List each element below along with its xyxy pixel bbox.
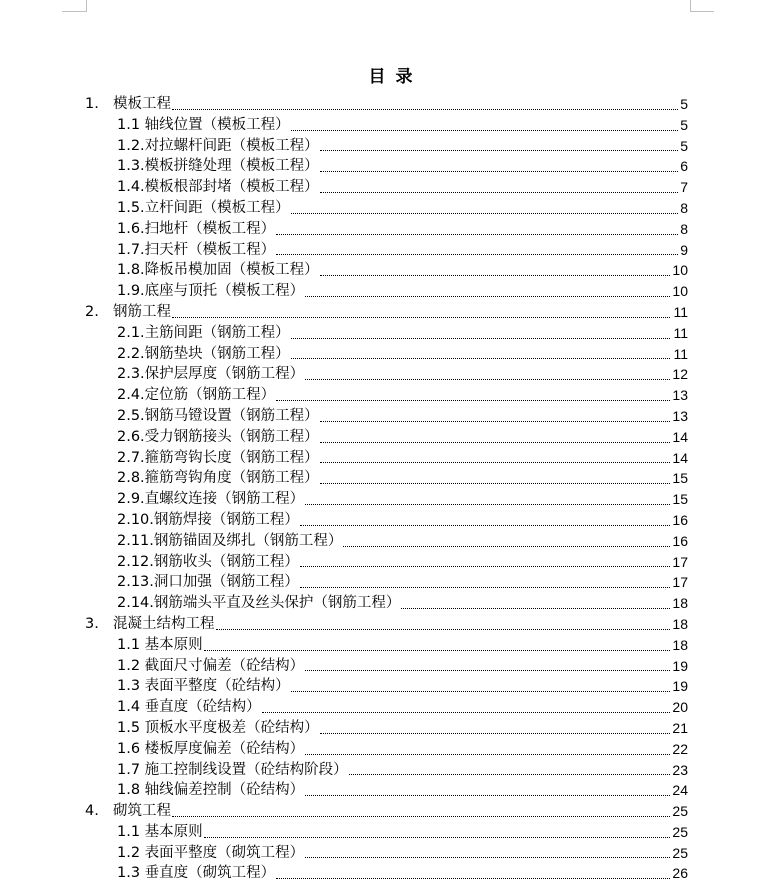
toc-section-entry[interactable] (0, 281, 783, 302)
dot-leader (305, 857, 688, 858)
toc-section-entry[interactable] (0, 260, 783, 281)
toc-section-entry[interactable] (0, 863, 783, 884)
toc-page-number: 25 (670, 843, 688, 864)
toc-page-number: 19 (670, 656, 688, 677)
toc-entry-title: 2.7.箍筋弯钩长度（钢筋工程） (117, 448, 319, 469)
toc-page-number: 14 (670, 448, 688, 469)
dot-leader (291, 213, 688, 214)
toc-section-entry[interactable] (0, 572, 783, 593)
toc-section-entry[interactable] (0, 468, 783, 489)
toc-section-entry[interactable] (0, 739, 783, 760)
toc-entry-title: 2.5.钢筋马镫设置（钢筋工程） (117, 406, 319, 427)
crop-mark-top-left-vertical (86, 0, 87, 11)
toc-entry-title: 1.2.对拉螺杆间距（模板工程） (117, 136, 319, 157)
toc-page-number: 17 (670, 552, 688, 573)
toc-section-entry[interactable] (0, 510, 783, 531)
toc-entry-title: 1.7 施工控制线设置（砼结构阶段） (117, 760, 348, 781)
dot-leader (172, 816, 688, 817)
toc-section-entry[interactable] (0, 552, 783, 573)
toc-page-number: 5 (678, 94, 688, 115)
table-of-contents (0, 94, 783, 884)
toc-page-number: 23 (670, 760, 688, 781)
toc-page-number: 13 (670, 385, 688, 406)
toc-page-number: 16 (670, 531, 688, 552)
toc-chapter-number: 2. (85, 302, 99, 323)
toc-entry-title: 模板工程 (113, 94, 171, 115)
toc-section-entry[interactable] (0, 760, 783, 781)
toc-chapter-entry[interactable] (0, 94, 783, 115)
toc-page-number: 11 (671, 323, 688, 344)
toc-page-number: 26 (670, 863, 688, 884)
toc-page-number: 8 (678, 198, 688, 219)
toc-page-number: 25 (670, 822, 688, 843)
toc-entry-title: 1.8.降板吊模加固（模板工程） (117, 260, 319, 281)
toc-section-entry[interactable] (0, 448, 783, 469)
toc-page-number: 22 (670, 739, 688, 760)
dot-leader (276, 400, 688, 401)
dot-leader (291, 691, 688, 692)
toc-section-entry[interactable] (0, 385, 783, 406)
toc-page-number: 19 (670, 676, 688, 697)
toc-section-entry[interactable] (0, 780, 783, 801)
toc-page-number: 20 (670, 697, 688, 718)
toc-page-number: 5 (678, 115, 688, 136)
toc-entry-title: 砌筑工程 (113, 801, 171, 822)
dot-leader (300, 587, 688, 588)
toc-entry-title: 1.5 顶板水平度极差（砼结构） (117, 718, 319, 739)
toc-entry-title: 2.12.钢筋收头（钢筋工程） (117, 552, 299, 573)
toc-section-entry[interactable] (0, 531, 783, 552)
toc-entry-title: 2.8.箍筋弯钩角度（钢筋工程） (117, 468, 319, 489)
toc-entry-title: 1.6 楼板厚度偏差（砼结构） (117, 739, 304, 760)
toc-entry-title: 1.3 垂直度（砌筑工程） (117, 863, 275, 884)
toc-entry-title: 钢筋工程 (113, 302, 171, 323)
toc-page-number: 12 (670, 364, 688, 385)
dot-leader (305, 795, 688, 796)
toc-section-entry[interactable] (0, 718, 783, 739)
toc-section-entry[interactable] (0, 697, 783, 718)
toc-entry-title: 1.4 垂直度（砼结构） (117, 697, 261, 718)
toc-entry-title: 1.3.模板拼缝处理（模板工程） (117, 156, 319, 177)
toc-entry-title: 1.3 表面平整度（砼结构） (117, 676, 290, 697)
toc-section-entry[interactable] (0, 843, 783, 864)
toc-entry-title: 2.13.洞口加强（钢筋工程） (117, 572, 299, 593)
toc-page-number: 21 (670, 718, 688, 739)
dot-leader (320, 442, 688, 443)
dot-leader (204, 837, 688, 838)
toc-section-entry[interactable] (0, 822, 783, 843)
dot-leader (291, 338, 688, 339)
toc-section-entry[interactable] (0, 656, 783, 677)
toc-chapter-number: 4. (85, 801, 99, 822)
toc-section-entry[interactable] (0, 635, 783, 656)
toc-section-entry[interactable] (0, 489, 783, 510)
toc-entry-title: 2.10.钢筋焊接（钢筋工程） (117, 510, 299, 531)
dot-leader (320, 150, 688, 151)
dot-leader (320, 421, 688, 422)
crop-mark-top-right-horizontal (690, 11, 714, 12)
dot-leader (320, 192, 688, 193)
toc-entry-title: 2.11.钢筋锚固及绑扎（钢筋工程） (117, 531, 342, 552)
toc-page-number: 7 (678, 177, 688, 198)
toc-entry-title: 2.1.主筋间距（钢筋工程） (117, 323, 290, 344)
dot-leader (320, 171, 688, 172)
dot-leader (401, 608, 688, 609)
dot-leader (305, 296, 688, 297)
crop-mark-top-left-horizontal (62, 11, 87, 12)
dot-leader (172, 109, 688, 110)
toc-entry-title: 1.7.扫天杆（模板工程） (117, 240, 275, 261)
toc-page-number: 11 (671, 344, 688, 365)
dot-leader (216, 629, 688, 630)
toc-entry-title: 1.9.底座与顶托（模板工程） (117, 281, 304, 302)
toc-entry-title: 1.4.模板根部封堵（模板工程） (117, 177, 319, 198)
toc-entry-title: 1.1 基本原则 (117, 635, 203, 656)
toc-section-entry[interactable] (0, 427, 783, 448)
toc-entry-title: 2.2.钢筋垫块（钢筋工程） (117, 344, 290, 365)
toc-entry-title: 1.1 轴线位置（模板工程） (117, 115, 290, 136)
toc-page-number: 17 (670, 572, 688, 593)
toc-section-entry[interactable] (0, 323, 783, 344)
dot-leader (300, 566, 688, 567)
toc-section-entry[interactable] (0, 240, 783, 261)
toc-entry-title: 2.3.保护层厚度（钢筋工程） (117, 364, 304, 385)
dot-leader (291, 358, 688, 359)
toc-entry-title: 2.14.钢筋端头平直及丝头保护（钢筋工程） (117, 593, 400, 614)
dot-leader (291, 130, 688, 131)
toc-entry-title: 2.6.受力钢筋接头（钢筋工程） (117, 427, 319, 448)
toc-page-number: 10 (670, 281, 688, 302)
toc-entry-title: 1.8 轴线偏差控制（砼结构） (117, 780, 304, 801)
dot-leader (305, 670, 688, 671)
toc-page-number: 18 (670, 635, 688, 656)
dot-leader (262, 712, 688, 713)
toc-page-number: 15 (670, 489, 688, 510)
toc-section-entry[interactable] (0, 156, 783, 177)
toc-heading: 目 录 (368, 67, 415, 87)
toc-page-number: 14 (670, 427, 688, 448)
dot-leader (305, 504, 688, 505)
toc-page-number: 9 (678, 240, 688, 261)
toc-section-entry[interactable] (0, 593, 783, 614)
dot-leader (300, 525, 688, 526)
dot-leader (172, 317, 688, 318)
toc-chapter-entry[interactable] (0, 614, 783, 635)
toc-page-number: 24 (670, 780, 688, 801)
toc-page-number: 11 (671, 302, 688, 323)
dot-leader (276, 254, 688, 255)
toc-page-number: 18 (670, 593, 688, 614)
toc-section-entry[interactable] (0, 219, 783, 240)
toc-page-number: 13 (670, 406, 688, 427)
dot-leader (343, 546, 688, 547)
toc-entry-title: 1.6.扫地杆（模板工程） (117, 219, 275, 240)
dot-leader (204, 650, 688, 651)
toc-page-number: 25 (670, 801, 688, 822)
dot-leader (320, 733, 688, 734)
dot-leader (305, 754, 688, 755)
toc-chapter-entry[interactable] (0, 302, 783, 323)
toc-page-number: 8 (678, 219, 688, 240)
toc-section-entry[interactable] (0, 177, 783, 198)
toc-entry-title: 2.4.定位筋（钢筋工程） (117, 385, 275, 406)
toc-page-number: 5 (678, 136, 688, 157)
toc-section-entry[interactable] (0, 676, 783, 697)
toc-section-entry[interactable] (0, 115, 783, 136)
dot-leader (320, 275, 688, 276)
toc-page-number: 16 (670, 510, 688, 531)
toc-page-number: 6 (678, 156, 688, 177)
dot-leader (320, 462, 688, 463)
toc-section-entry[interactable] (0, 364, 783, 385)
toc-section-entry[interactable] (0, 136, 783, 157)
toc-page-number: 15 (670, 468, 688, 489)
toc-entry-title: 1.1 基本原则 (117, 822, 203, 843)
dot-leader (305, 379, 688, 380)
toc-section-entry[interactable] (0, 406, 783, 427)
toc-entry-title: 1.5.立杆间距（模板工程） (117, 198, 290, 219)
toc-entry-title: 2.9.直螺纹连接（钢筋工程） (117, 489, 304, 510)
toc-section-entry[interactable] (0, 344, 783, 365)
toc-chapter-number: 1. (85, 94, 99, 115)
toc-chapter-number: 3. (85, 614, 99, 635)
toc-entry-title: 1.2 表面平整度（砌筑工程） (117, 843, 304, 864)
toc-section-entry[interactable] (0, 198, 783, 219)
toc-page-number: 18 (670, 614, 688, 635)
toc-entry-title: 混凝土结构工程 (113, 614, 215, 635)
dot-leader (276, 234, 688, 235)
toc-entry-title: 1.2 截面尺寸偏差（砼结构） (117, 656, 304, 677)
dot-leader (320, 483, 688, 484)
toc-chapter-entry[interactable] (0, 801, 783, 822)
crop-mark-top-right-vertical (690, 0, 691, 11)
dot-leader (349, 774, 688, 775)
toc-page-number: 10 (670, 260, 688, 281)
